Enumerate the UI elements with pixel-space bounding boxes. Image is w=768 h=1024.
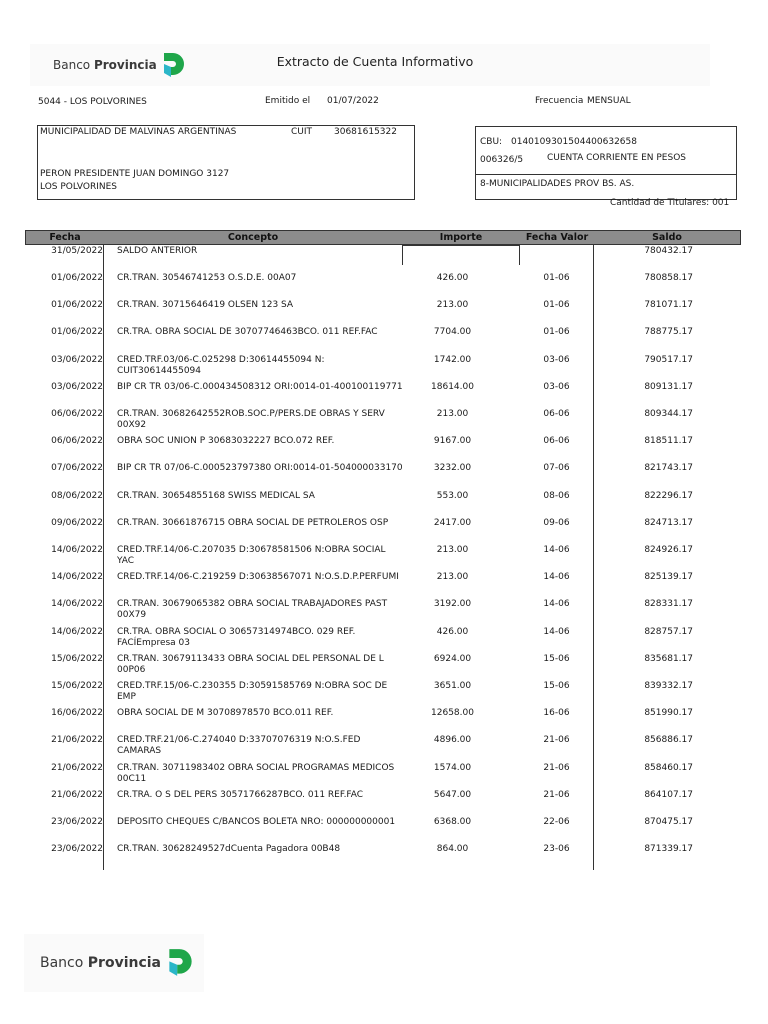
cell-fecha: 15/06/2022 [51, 681, 103, 691]
account-divider [476, 174, 736, 175]
cell-fecha: 31/05/2022 [51, 246, 103, 256]
cell-importe: 213.00 [436, 545, 469, 555]
cell-concepto: CRED.TRF.15/06-C.230355 D:30591585769 N:OBRA SOC DE [117, 681, 388, 691]
cell-fecha: 14/06/2022 [51, 545, 103, 555]
cell-saldo: 828757.17 [644, 626, 693, 637]
cell-saldo: 822296.17 [644, 490, 693, 501]
cell-fecha: 01/06/2022 [51, 300, 103, 311]
footer-bank-name-bold: Provincia [87, 954, 162, 971]
cell-saldo: 851990.17 [644, 708, 693, 719]
table-row [25, 409, 741, 436]
table-row [25, 327, 741, 354]
table-row [25, 735, 741, 762]
cell-importe: 2417.00 [433, 517, 472, 528]
cell-importe: 5647.00 [433, 789, 472, 800]
table-row [25, 355, 741, 382]
cell-importe: 426.00 [436, 626, 469, 637]
cell-importe: 6924.00 [433, 653, 472, 664]
cell-concepto: CRED.TRF.14/06-C.219259 D:30638567071 N:O.S.D.P.PERFUMI [117, 572, 399, 583]
cell-fecha: 23/06/2022 [51, 817, 103, 827]
document-title: Extracto de Cuenta Informativo [276, 54, 474, 69]
cell-importe: 12658.00 [431, 708, 474, 719]
account-box [475, 126, 737, 200]
cell-concepto: CRED.TRF.03/06-C.025298 D:30614455094 N: [117, 354, 325, 365]
table-row [25, 654, 741, 681]
cell-saldo: 824926.17 [644, 545, 693, 555]
cell-saldo: 818511.17 [644, 436, 693, 447]
cell-importe: 4896.00 [433, 735, 472, 746]
cell-importe: 213.00 [436, 572, 469, 583]
cell-fecha: 15/06/2022 [51, 653, 103, 664]
cell-saldo: 821743.17 [644, 463, 693, 474]
cell-concepto-continued: 00X79 [117, 610, 147, 621]
cell-fecha-valor: 21-06 [543, 789, 570, 800]
account-number: 006326/5 [480, 155, 524, 165]
cell-concepto: DEPOSITO CHEQUES C/BANCOS BOLETA NRO: 000000000001 [117, 817, 396, 827]
table-row [25, 790, 741, 817]
cell-concepto: CR.TRAN. 30715646419 OLSEN 123 SA [117, 300, 294, 311]
table-row [25, 463, 741, 490]
cell-fecha: 01/06/2022 [51, 327, 103, 338]
cell-fecha-valor: 03-06 [543, 381, 570, 392]
cell-fecha-valor: 23-06 [543, 844, 570, 855]
client-address: PERON PRESIDENTE JUAN DOMINGO 3127 [40, 169, 230, 179]
cell-fecha: 01/06/2022 [51, 273, 103, 283]
client-box [37, 125, 415, 200]
cell-concepto: BIP CR TR 07/06-C.000523797380 ORI:0014-01-504000033170 [117, 463, 403, 474]
cell-fecha-valor: 01-06 [543, 273, 570, 283]
footer-logo [40, 948, 194, 977]
holders-count [610, 198, 729, 208]
cell-fecha-valor: 14-06 [543, 599, 570, 610]
cell-fecha-valor: 01-06 [543, 327, 570, 338]
cell-saldo: 824713.17 [644, 517, 693, 528]
cell-importe: 426.00 [436, 273, 469, 283]
cell-fecha-valor: 09-06 [543, 517, 570, 528]
cell-fecha-valor: 15-06 [543, 653, 570, 664]
cell-concepto: CR.TRA. O S DEL PERS 30571766287BCO. 011 REF.FAC [117, 789, 364, 800]
cell-fecha-valor: 06-06 [543, 409, 570, 419]
cell-fecha-valor: 06-06 [543, 436, 570, 447]
table-row [25, 817, 741, 844]
cell-saldo: 835681.17 [644, 653, 693, 664]
cell-saldo: 864107.17 [644, 789, 693, 800]
cell-concepto: CR.TRA. OBRA SOCIAL DE 30707746463BCO. 011 REF.FAC [117, 327, 378, 338]
cell-fecha: 16/06/2022 [51, 708, 103, 719]
bank-logo [53, 52, 186, 78]
table-row [25, 599, 741, 626]
cell-saldo: 856886.17 [644, 735, 693, 746]
cell-concepto: OBRA SOCIAL DE M 30708978570 BCO.011 REF. [117, 708, 334, 719]
cell-importe: 7704.00 [433, 327, 472, 338]
table-row [25, 518, 741, 545]
account-category: 8-MUNICIPALIDADES PROV BS. AS. [480, 179, 635, 189]
cell-importe: 213.00 [436, 409, 469, 419]
cell-fecha: 06/06/2022 [51, 409, 103, 419]
cell-fecha: 03/06/2022 [51, 381, 103, 392]
footer-bank-name-regular: Banco [40, 954, 84, 971]
footer-logo-icon [167, 948, 194, 977]
bank-logo-icon [162, 52, 186, 78]
cell-fecha: 08/06/2022 [51, 490, 103, 501]
table-row [25, 844, 741, 871]
cell-concepto-continued: 00C11 [117, 773, 147, 784]
cell-importe: 3192.00 [433, 599, 472, 610]
client-name: MUNICIPALIDAD DE MALVINAS ARGENTINAS [40, 127, 237, 137]
cell-fecha: 21/06/2022 [51, 789, 103, 800]
cell-saldo: 781071.17 [644, 300, 693, 311]
client-city: LOS POLVORINES [40, 182, 118, 192]
cuit-label: CUIT [291, 127, 313, 137]
frequency-label: Frecuencia [535, 96, 584, 106]
cell-concepto: SALDO ANTERIOR [117, 246, 198, 256]
cell-importe: 9167.00 [433, 436, 472, 447]
table-row [25, 708, 741, 735]
cell-concepto: CR.TRA. OBRA SOCIAL O 30657314974BCO. 029 REF. [117, 626, 356, 637]
cell-fecha: 03/06/2022 [51, 354, 103, 365]
cell-fecha-valor: 03-06 [543, 354, 570, 365]
table-row [25, 627, 741, 654]
cell-importe: 213.00 [436, 300, 469, 311]
cell-fecha: 21/06/2022 [51, 762, 103, 773]
cell-importe: 1574.00 [433, 762, 472, 773]
col-importe: Importe [439, 232, 483, 243]
bank-name-regular: Banco [53, 58, 91, 72]
table-row [25, 491, 741, 518]
cell-fecha-valor: 08-06 [543, 490, 570, 501]
col-saldo: Saldo [652, 232, 682, 243]
cell-saldo: 780432.17 [644, 246, 693, 256]
holders-label: Cantidad de Titulares: [610, 198, 710, 208]
cell-fecha-valor: 14-06 [543, 626, 570, 637]
cell-concepto-continued: 00P06 [117, 664, 146, 675]
issued-date: 01/07/2022 [327, 96, 379, 106]
cell-fecha-valor: 15-06 [543, 681, 570, 691]
cell-fecha-valor: 01-06 [543, 300, 570, 311]
cell-fecha: 09/06/2022 [51, 517, 103, 528]
cbu-label: CBU: [480, 137, 503, 147]
table-header [25, 230, 741, 245]
footer-bank-name [40, 955, 161, 971]
cell-concepto-continued: CAMARAS [117, 746, 162, 757]
table-row [25, 273, 741, 300]
cell-concepto: CR.TRAN. 30679065382 OBRA SOCIAL TRABAJADORES PAST [117, 599, 388, 610]
cell-saldo: 809344.17 [644, 409, 693, 419]
cell-fecha: 14/06/2022 [51, 572, 103, 583]
cell-importe: 864.00 [436, 844, 469, 855]
col-fecha-valor: Fecha Valor [525, 232, 589, 243]
table-row [25, 681, 741, 708]
cell-concepto: BIP CR TR 03/06-C.000434508312 ORI:0014-01-400100119771 [117, 381, 403, 392]
cell-fecha: 21/06/2022 [51, 735, 103, 746]
cell-importe: 6368.00 [433, 817, 472, 827]
cell-saldo: 870475.17 [644, 817, 693, 827]
cell-saldo: 809131.17 [644, 381, 693, 392]
cell-concepto-continued: 00X92 [117, 420, 147, 430]
cell-concepto: CR.TRAN. 30546741253 O.S.D.E. 00A07 [117, 273, 297, 283]
cell-fecha: 14/06/2022 [51, 599, 103, 610]
cell-saldo: 858460.17 [644, 762, 693, 773]
issued-label: Emitido el [265, 96, 311, 106]
cell-concepto-continued: FACÍEmpresa 03 [117, 637, 191, 648]
cell-fecha: 23/06/2022 [51, 844, 103, 855]
table-row [25, 246, 741, 273]
cell-concepto: CR.TRAN. 30679113433 OBRA SOCIAL DEL PERSONAL DE L [117, 653, 384, 664]
cell-saldo: 839332.17 [644, 681, 693, 691]
cbu-value: 0140109301504400632658 [511, 137, 637, 147]
cell-saldo: 790517.17 [644, 354, 693, 365]
cell-fecha: 14/06/2022 [51, 626, 103, 637]
cell-importe: 553.00 [436, 490, 469, 501]
cuit-value: 30681615322 [334, 127, 397, 137]
cell-saldo: 780858.17 [644, 273, 693, 283]
cell-importe: 3651.00 [433, 681, 472, 691]
cell-fecha: 06/06/2022 [51, 436, 103, 447]
cell-concepto: CRED.TRF.21/06-C.274040 D:33707076319 N:O.S.FED [117, 735, 361, 746]
cell-fecha-valor: 21-06 [543, 735, 570, 746]
cell-concepto-continued: YAC [117, 556, 135, 566]
cell-saldo: 828331.17 [644, 599, 693, 610]
cell-concepto: CR.TRAN. 30711983402 OBRA SOCIAL PROGRAMAS MEDICOS [117, 762, 395, 773]
cell-fecha-valor: 22-06 [543, 817, 570, 827]
cell-concepto: CRED.TRF.14/06-C.207035 D:30678581506 N:OBRA SOCIAL [117, 545, 386, 555]
cell-concepto: CR.TRAN. 30682642552ROB.SOC.P/PERS.DE OBRAS Y SERV [117, 409, 385, 419]
cell-importe: 1742.00 [433, 354, 472, 365]
cell-fecha: 07/06/2022 [51, 463, 103, 474]
cell-concepto: CR.TRAN. 30661876715 OBRA SOCIAL DE PETROLEROS OSP [117, 517, 389, 528]
table-row [25, 382, 741, 409]
branch: 5044 - LOS POLVORINES [38, 97, 147, 107]
account-type: CUENTA CORRIENTE EN PESOS [547, 153, 687, 163]
cell-saldo: 788775.17 [644, 327, 693, 338]
cell-saldo: 825139.17 [644, 572, 693, 583]
cell-concepto: CR.TRAN. 30654855168 SWISS MEDICAL SA [117, 490, 315, 501]
holders-value: 001 [712, 198, 730, 208]
cell-saldo: 871339.17 [644, 844, 693, 855]
cell-concepto: OBRA SOC UNION P 30683032227 BCO.072 REF. [117, 436, 335, 447]
cell-concepto-continued: CUIT30614455094 [117, 365, 202, 376]
col-fecha: Fecha [49, 232, 81, 243]
cell-fecha-valor: 07-06 [543, 463, 570, 474]
cell-concepto-continued: EMP [117, 692, 136, 702]
cell-concepto: CR.TRAN. 30628249527dCuenta Pagadora 00B48 [117, 844, 341, 855]
col-concepto: Concepto [227, 232, 279, 243]
table-row [25, 300, 741, 327]
cell-fecha-valor: 14-06 [543, 572, 570, 583]
cell-importe: 18614.00 [431, 381, 474, 392]
frequency-value: MENSUAL [587, 96, 631, 106]
table-row [25, 545, 741, 572]
cell-fecha-valor: 16-06 [543, 708, 570, 719]
cell-fecha-valor: 14-06 [543, 545, 570, 555]
table-row [25, 763, 741, 790]
bank-name [53, 58, 157, 72]
bank-name-bold: Provincia [93, 58, 157, 72]
table-row [25, 436, 741, 463]
cell-fecha-valor: 21-06 [543, 762, 570, 773]
table-row [25, 572, 741, 599]
cell-importe: 3232.00 [433, 463, 472, 474]
